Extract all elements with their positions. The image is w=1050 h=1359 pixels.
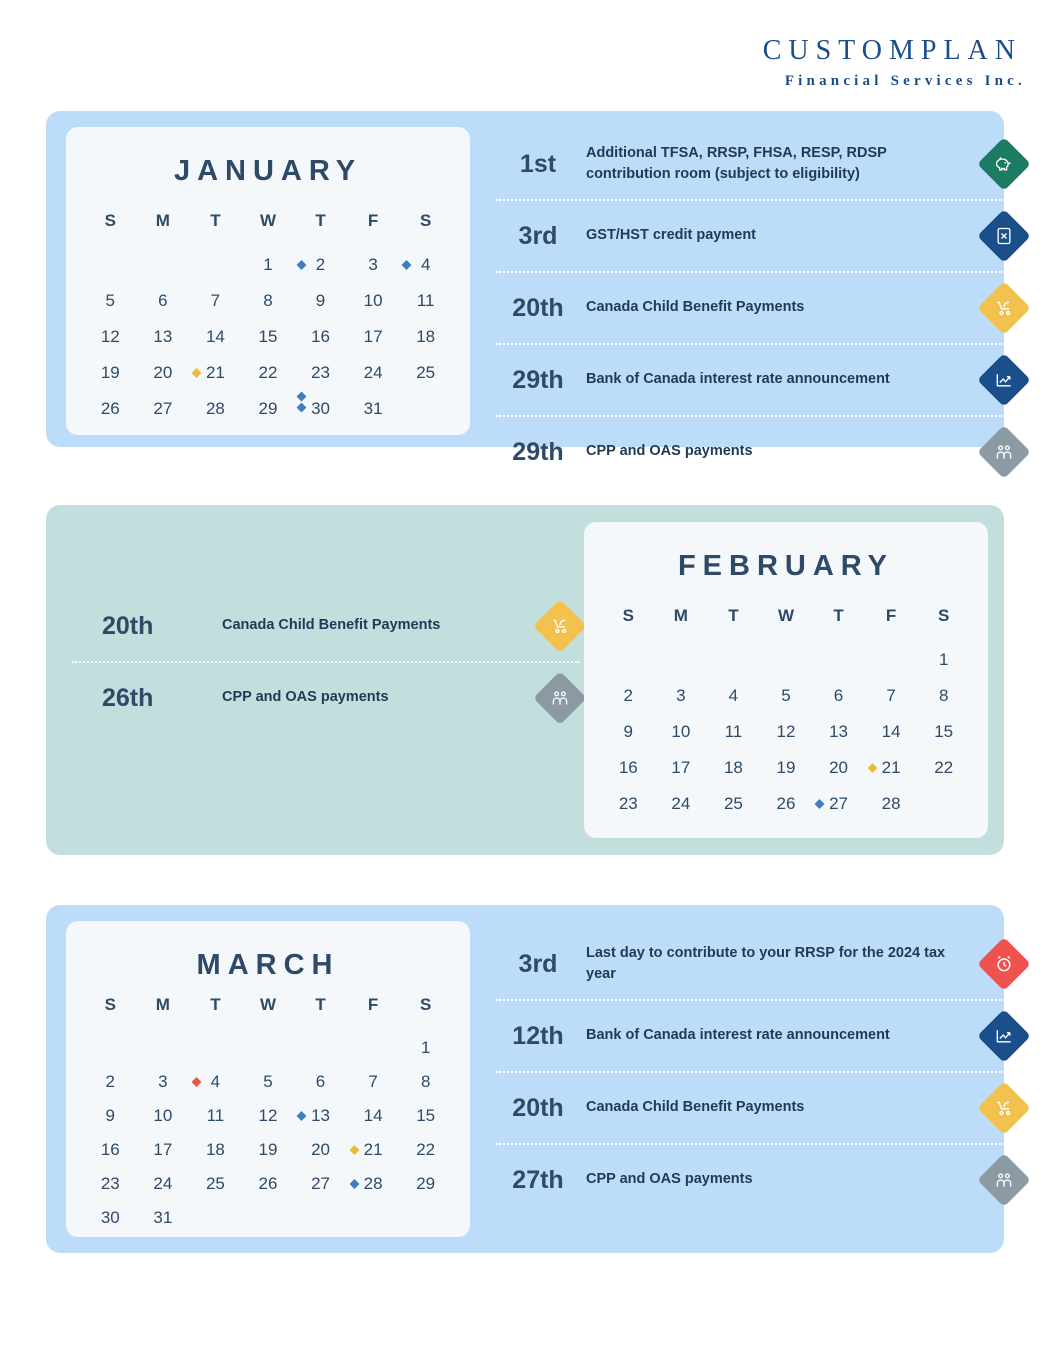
event-date: 20th (102, 611, 154, 640)
event-item[interactable] (490, 1145, 1030, 1215)
calendar-day: 3 (676, 686, 686, 705)
month-block-march (46, 905, 1004, 1253)
weekday-header: S (938, 606, 950, 625)
calendar-day: 16 (311, 327, 330, 346)
stroller-icon (978, 1082, 1030, 1134)
event-date: 29th (512, 365, 564, 394)
calendar-day (242, 1201, 295, 1235)
weekday-header: W (259, 995, 276, 1014)
calendar-day: 21 (881, 758, 901, 777)
events-list-march (490, 929, 1030, 1215)
calendar-day (189, 1201, 242, 1235)
calendar-day: 3 (347, 247, 400, 283)
calendar-day: 21 (363, 1140, 383, 1159)
weekday-header: W (259, 211, 276, 230)
event-item[interactable] (490, 929, 1030, 999)
calendar-day: 9 (105, 1106, 116, 1125)
event-divider (496, 1143, 1024, 1145)
event-description: CPP and OAS payments (222, 689, 389, 706)
calendar-day: 20 (812, 750, 865, 786)
calendar-day: 25 (723, 794, 743, 813)
calendar-day: 4 (210, 1072, 221, 1091)
event-description: Canada Child Benefit Payments (586, 1099, 805, 1116)
calendar-day: 15 (258, 327, 278, 346)
event-description: Canada Child Benefit Payments (222, 617, 441, 634)
calendar-day: 8 (420, 1072, 431, 1091)
weekday-header: T (210, 211, 221, 230)
calendar-day: 17 (153, 1140, 173, 1159)
calendar-day: 2 (315, 255, 326, 274)
calendar-day: 15 (416, 1106, 436, 1125)
calendar-day: 23 (618, 794, 638, 813)
weekday-header: S (104, 211, 116, 230)
calendar-grid-february (602, 605, 970, 822)
month-title-march: MARCH (196, 949, 340, 981)
calendar-day: 16 (100, 1140, 120, 1159)
calendar-day: 8 (263, 291, 273, 310)
calendar-day: 19 (776, 758, 796, 777)
calendar-day: 24 (363, 363, 383, 382)
calendar-day: 30 (311, 399, 330, 418)
event-date: 20th (512, 1093, 564, 1122)
calendar-day: 3 (137, 1065, 190, 1099)
calendar-day (865, 642, 918, 678)
calendar-day: 19 (258, 1140, 278, 1159)
tax-percent-icon (978, 210, 1030, 262)
calendar-day: 27 (294, 1167, 347, 1201)
event-item[interactable] (490, 201, 1030, 271)
calendar-grid-march (84, 994, 452, 1235)
calendar-day: 10 (153, 1106, 173, 1125)
event-item[interactable] (490, 1001, 1030, 1071)
event-description: Bank of Canada interest rate announcement (586, 1027, 890, 1044)
calendar-day: 11 (416, 291, 435, 310)
calendar-day: 5 (105, 291, 116, 310)
calendar-day (242, 1031, 295, 1065)
event-description: Bank of Canada interest rate announcement (586, 371, 890, 388)
event-divider (496, 199, 1024, 201)
calendar-day (917, 786, 970, 822)
calendar-day (602, 642, 655, 678)
calendar-day: 4 (420, 255, 431, 274)
calendar-day: 7 (886, 686, 896, 705)
weekday-header: T (315, 995, 326, 1014)
calendar-day: 26 (258, 1174, 278, 1193)
weekday-header: T (833, 606, 844, 625)
calendar-day (399, 1201, 452, 1235)
calendar-day (294, 1031, 347, 1065)
brand-subtitle: Financial Services Inc. (784, 72, 1026, 89)
calendar-day (84, 1031, 137, 1065)
alarm-clock-icon (978, 938, 1030, 990)
month-block-february (46, 505, 1004, 855)
weekday-header: M (155, 995, 170, 1014)
calendar-grid-january (84, 210, 452, 427)
calendar-day (707, 642, 760, 678)
calendar-day: 26 (760, 786, 813, 822)
calendar-day: 26 (100, 399, 120, 418)
weekday-header: F (367, 211, 379, 230)
calendar-day: 6 (158, 291, 168, 310)
calendar-day: 27 (153, 399, 173, 418)
calendar-march (66, 921, 470, 1237)
calendar-day: 9 (623, 722, 634, 741)
event-item[interactable] (66, 591, 586, 661)
calendar-day: 11 (206, 1106, 225, 1125)
weekday-header: S (104, 995, 116, 1014)
weekday-header: S (622, 606, 634, 625)
weekday-header: W (777, 606, 794, 625)
calendar-day: 21 (205, 363, 225, 382)
calendar-day: 28 (363, 1174, 383, 1193)
weekday-header: T (210, 995, 221, 1014)
event-item[interactable] (490, 1073, 1030, 1143)
calendar-february (584, 522, 988, 838)
calendar-day: 22 (934, 758, 954, 777)
calendar-day: 6 (315, 1072, 326, 1091)
weekday-header: S (420, 995, 432, 1014)
calendar-day: 20 (294, 1133, 347, 1167)
calendar-day: 18 (723, 758, 743, 777)
calendar-day: 31 (153, 1208, 173, 1227)
calendar-day (84, 247, 137, 283)
calendar-day: 2 (623, 686, 634, 705)
seniors-icon (978, 426, 1030, 478)
calendar-day: 15 (934, 722, 954, 741)
calendar-day: 13 (829, 722, 848, 741)
calendar-day: 29 (416, 1174, 436, 1193)
brand-logo (762, 35, 1026, 89)
event-item[interactable] (66, 663, 586, 733)
calendar-day: 23 (311, 363, 330, 382)
calendar-day: 31 (363, 399, 383, 418)
calendar-day: 22 (416, 1140, 436, 1159)
calendar-day (655, 642, 708, 678)
weekday-header: F (367, 995, 379, 1014)
month-block-january (46, 111, 1004, 466)
calendar-day: 28 (205, 399, 225, 418)
event-divider (72, 661, 580, 663)
events-list-january (490, 129, 1030, 487)
calendar-day: 4 (728, 686, 739, 705)
event-date: 27th (512, 1165, 564, 1194)
seniors-icon (534, 672, 586, 724)
calendar-day: 25 (416, 363, 436, 382)
calendar-day: 20 (137, 355, 190, 391)
calendar-day (137, 1031, 190, 1065)
event-item[interactable] (490, 345, 1030, 415)
events-list-february (66, 591, 586, 733)
calendar-day: 14 (881, 722, 901, 741)
calendar-day: 1 (938, 650, 949, 669)
calendar-day: 12 (242, 1099, 295, 1133)
calendar-day: 5 (263, 1072, 273, 1091)
event-divider (496, 343, 1024, 345)
calendar-day: 5 (781, 686, 791, 705)
event-description: CPP and OAS payments (586, 1171, 753, 1188)
calendar-day: 19 (100, 363, 120, 382)
calendar-day: 6 (833, 686, 844, 705)
calendar-day: 25 (205, 1174, 225, 1193)
calendar-day: 22 (258, 363, 278, 382)
month-title-february: FEBRUARY (677, 550, 895, 582)
calendar-day: 23 (100, 1174, 120, 1193)
calendar-day: 29 (242, 391, 295, 427)
event-date: 12th (512, 1021, 564, 1050)
event-divider (496, 999, 1024, 1001)
calendar-day: 17 (363, 327, 383, 346)
calendar-day: 30 (100, 1208, 120, 1227)
event-description: GST/HST credit payment (586, 227, 757, 244)
calendar-day (347, 1031, 400, 1065)
calendar-day: 13 (153, 327, 173, 346)
event-description: Last day to contribute to your RRSP for the 2024 tax year (586, 944, 946, 982)
weekday-header: F (885, 606, 897, 625)
event-date: 26th (102, 683, 154, 712)
weekday-header: T (315, 211, 326, 230)
calendar-day: 13 (311, 1106, 330, 1125)
stroller-icon (534, 600, 586, 652)
chart-trend-icon (978, 354, 1030, 406)
calendar-day: 10 (671, 722, 691, 741)
calendar-day: 18 (416, 327, 436, 346)
stroller-icon (978, 282, 1030, 334)
calendar-day: 17 (671, 758, 691, 777)
event-date: 1st (519, 149, 557, 178)
calendar-day (812, 642, 865, 678)
event-date: 3rd (518, 221, 558, 250)
event-description: CPP and OAS payments (586, 443, 753, 460)
event-date: 29th (512, 437, 564, 466)
calendar-day: 24 (153, 1174, 173, 1193)
event-item[interactable] (490, 129, 1030, 199)
calendar-day: 7 (368, 1072, 378, 1091)
calendar-january (66, 127, 470, 435)
event-description: Canada Child Benefit Payments (586, 299, 805, 316)
brand-name: CUSTOMPLAN (762, 35, 1022, 66)
calendar-day: 14 (205, 327, 225, 346)
calendar-day: 1 (242, 247, 295, 283)
calendar-day: 9 (315, 291, 326, 310)
calendar-day: 28 (881, 794, 901, 813)
event-divider (496, 271, 1024, 273)
calendar-day: 1 (420, 1038, 431, 1057)
event-item[interactable] (490, 273, 1030, 343)
calendar-day (347, 1201, 400, 1235)
event-divider (496, 1071, 1024, 1073)
seniors-icon (978, 1154, 1030, 1206)
calendar-day: 11 (724, 722, 743, 741)
chart-trend-icon (978, 1010, 1030, 1062)
calendar-day: 27 (829, 794, 848, 813)
calendar-day (399, 391, 452, 427)
calendar-day: 24 (671, 794, 691, 813)
calendar-day (189, 1031, 242, 1065)
calendar-day: 2 (105, 1072, 116, 1091)
calendar-day: 14 (363, 1106, 383, 1125)
calendar-day: 16 (618, 758, 638, 777)
weekday-header: M (155, 211, 170, 230)
event-date: 3rd (518, 949, 558, 978)
weekday-header: S (420, 211, 432, 230)
piggy-bank-icon (978, 138, 1030, 190)
calendar-day (137, 247, 190, 283)
calendar-day: 10 (363, 291, 383, 310)
calendar-day: 12 (776, 722, 796, 741)
weekday-header: M (673, 606, 688, 625)
event-description: Additional TFSA, RRSP, FHSA, RESP, RDSP contribution room (subject to eligibility) (586, 144, 887, 182)
calendar-day: 18 (205, 1140, 225, 1159)
event-item[interactable] (490, 417, 1030, 487)
calendar-day (294, 1201, 347, 1235)
event-date: 20th (512, 293, 564, 322)
calendar-day: 7 (210, 291, 221, 310)
calendar-day (189, 247, 242, 283)
event-divider (496, 415, 1024, 417)
calendar-day: 12 (100, 327, 120, 346)
calendar-day: 8 (938, 686, 949, 705)
month-title-january: JANUARY (173, 155, 363, 187)
weekday-header: T (728, 606, 739, 625)
calendar-day (760, 642, 813, 678)
